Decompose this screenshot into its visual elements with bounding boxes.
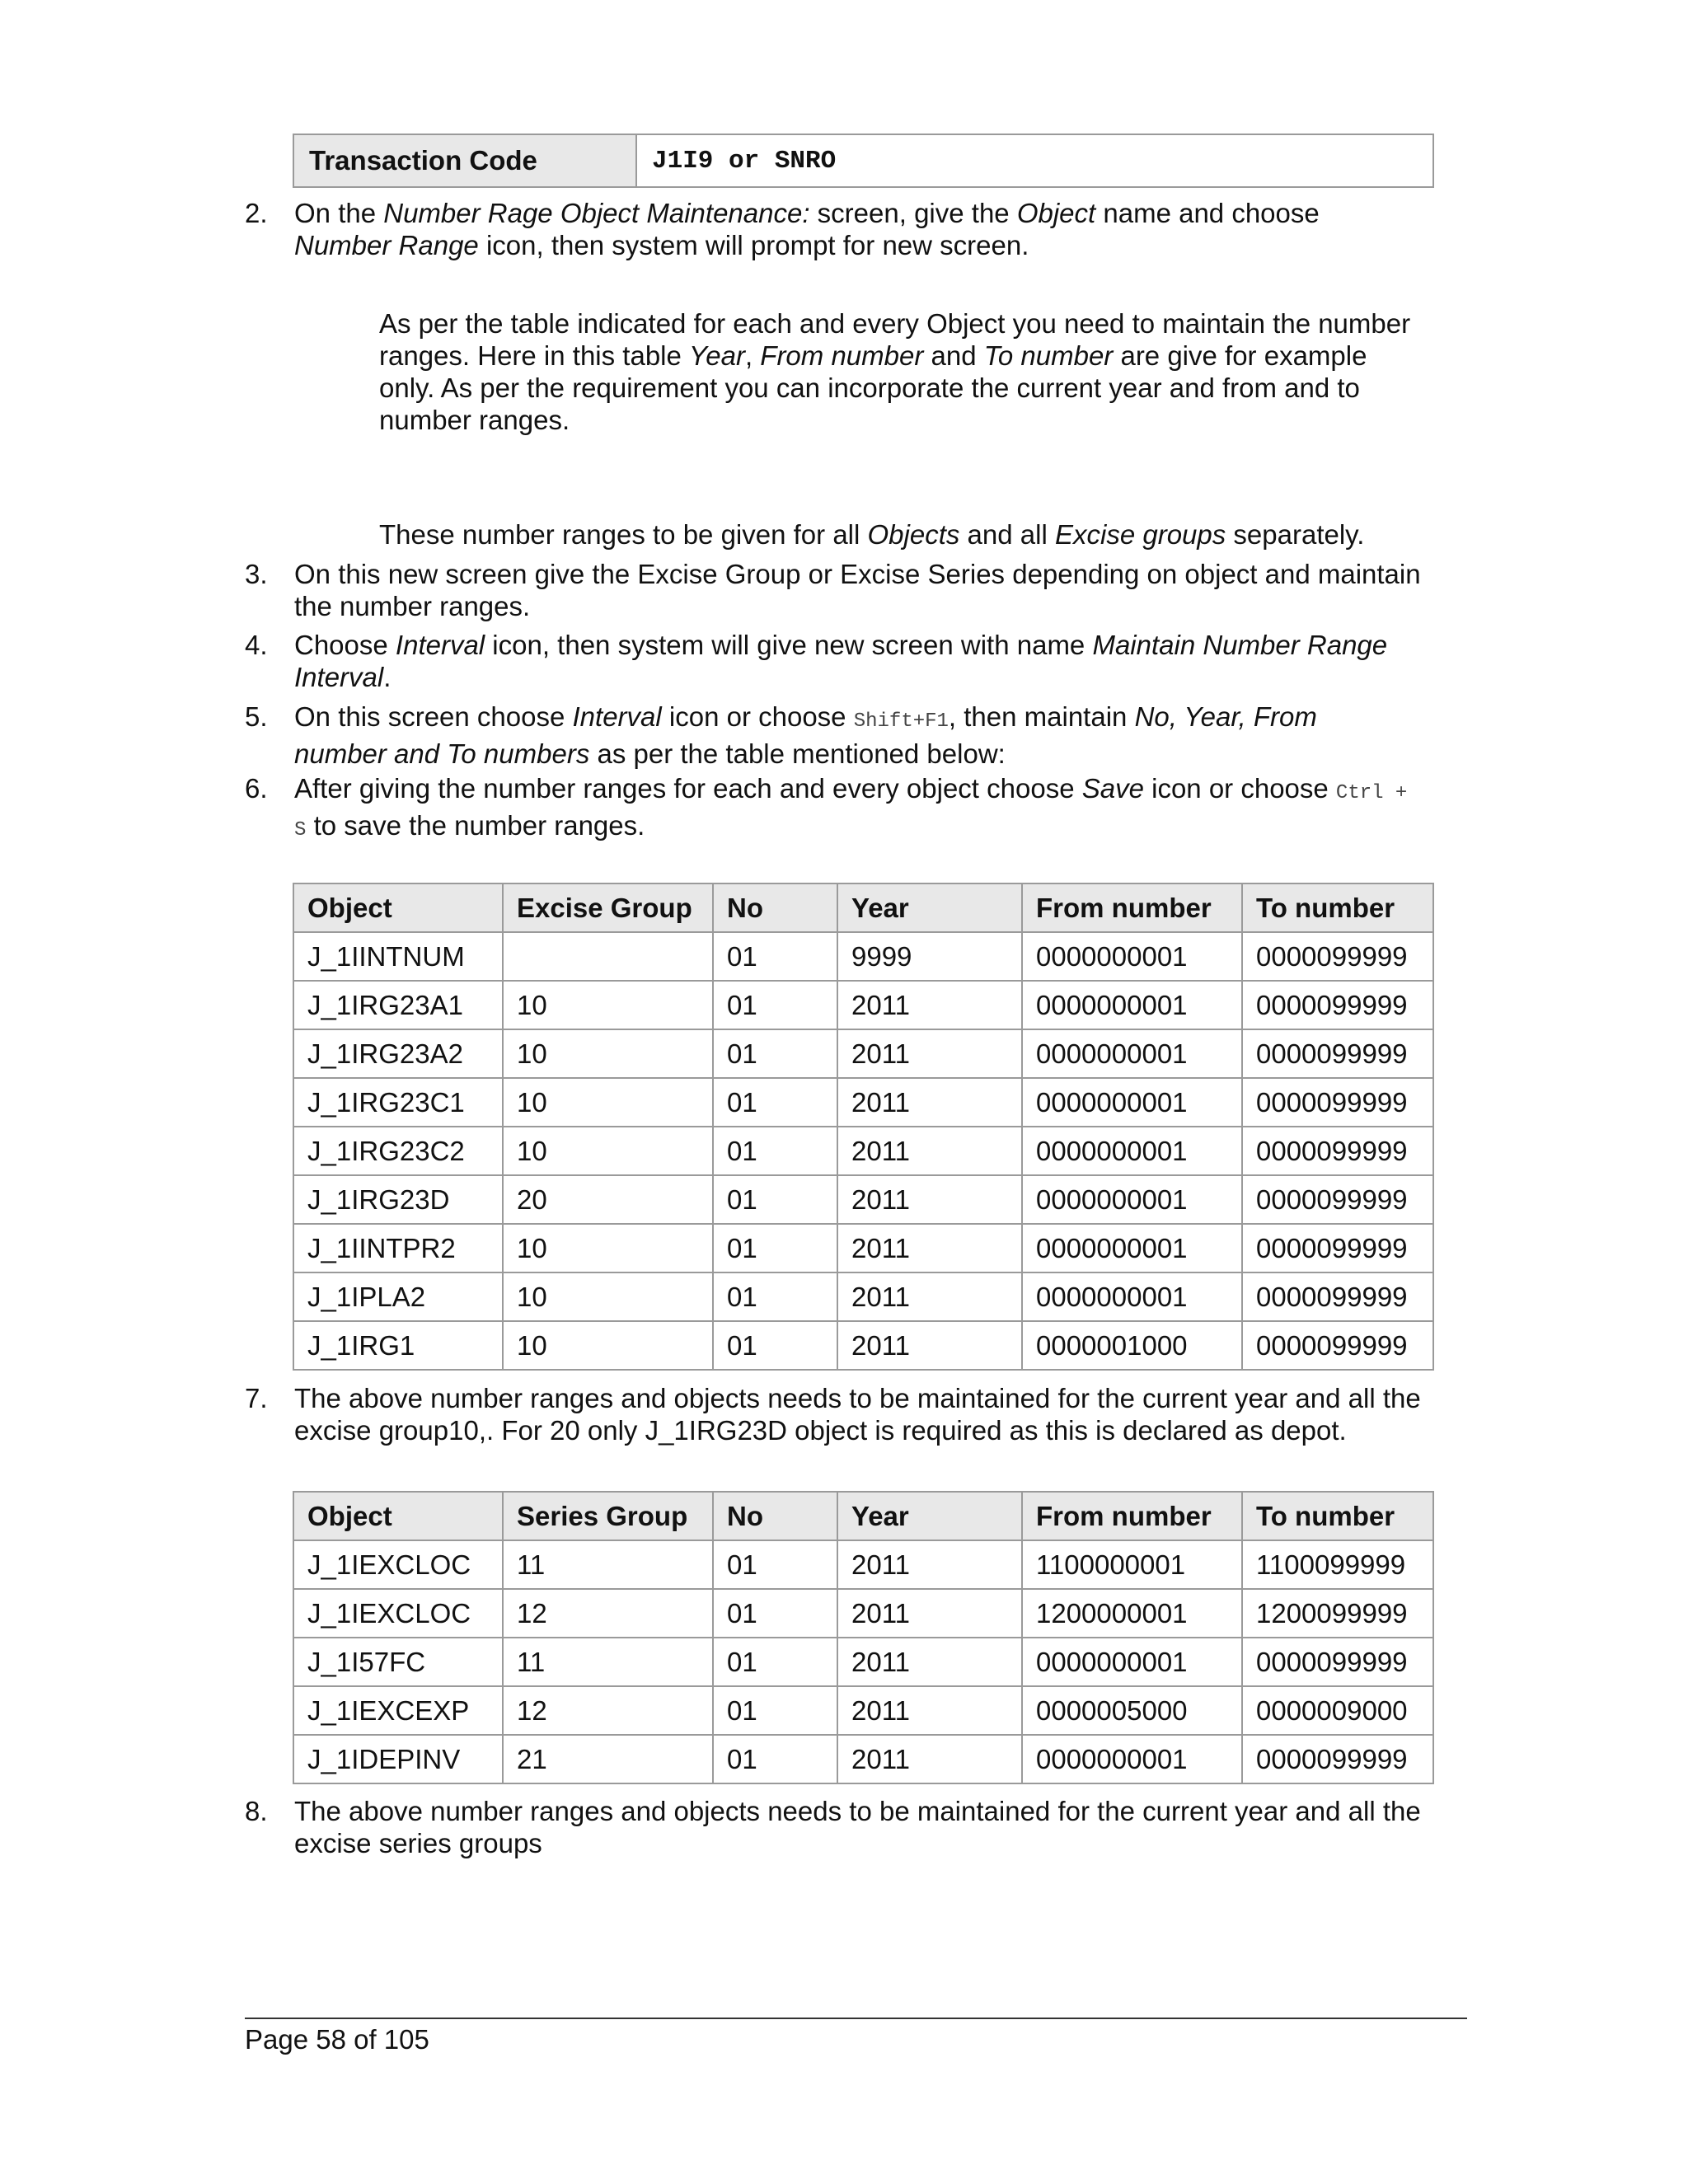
- table-cell: 01: [713, 1272, 837, 1321]
- table-cell: J_1IRG23C1: [293, 1078, 503, 1127]
- table-cell: 2011: [837, 1540, 1022, 1589]
- table-cell: 2011: [837, 1321, 1022, 1370]
- table-cell: J_1IINTNUM: [293, 932, 503, 981]
- table-cell: 10: [503, 1127, 713, 1175]
- table-cell: 2011: [837, 1638, 1022, 1686]
- table-cell: 0000009000: [1242, 1686, 1433, 1735]
- table-cell: J_1IRG23A1: [293, 981, 503, 1029]
- table-cell: 0000099999: [1242, 1735, 1433, 1783]
- table-cell: 0000099999: [1242, 1078, 1433, 1127]
- transaction-code-row: [293, 134, 1433, 187]
- table-cell: 10: [503, 1272, 713, 1321]
- table-cell: 01: [713, 1638, 837, 1686]
- column-header: No: [713, 883, 837, 932]
- table-cell: 0000000001: [1022, 981, 1242, 1029]
- table-cell: 0000099999: [1242, 1175, 1433, 1224]
- table-cell: J_1IRG23C2: [293, 1127, 503, 1175]
- table-cell: 2011: [837, 1175, 1022, 1224]
- table-cell: 2011: [837, 1078, 1022, 1127]
- table-cell: 01: [713, 1029, 837, 1078]
- table-cell: J_1IPLA2: [293, 1272, 503, 1321]
- table-cell: 1100000001: [1022, 1540, 1242, 1589]
- table-cell: 01: [713, 1321, 837, 1370]
- table-cell: 10: [503, 1078, 713, 1127]
- table-row: [293, 1638, 1433, 1686]
- table-cell: 01: [713, 1686, 837, 1735]
- table-cell: 0000000001: [1022, 1638, 1242, 1686]
- table-row: [293, 932, 1433, 981]
- column-header: To number: [1242, 883, 1433, 932]
- table-row: [293, 1589, 1433, 1638]
- column-header: From number: [1022, 1492, 1242, 1540]
- table-row: [293, 981, 1433, 1029]
- table-cell: J_1IRG23D: [293, 1175, 503, 1224]
- table-cell: 01: [713, 1540, 837, 1589]
- table-cell: 01: [713, 1127, 837, 1175]
- table-header-row: [293, 883, 1433, 932]
- table-cell: J_1I57FC: [293, 1638, 503, 1686]
- table-cell: 2011: [837, 1127, 1022, 1175]
- table-cell: J_1IINTPR2: [293, 1224, 503, 1272]
- table-cell: 10: [503, 1224, 713, 1272]
- transaction-code-table: [293, 134, 1434, 188]
- table-cell: 2011: [837, 1589, 1022, 1638]
- table-cell: 2011: [837, 981, 1022, 1029]
- step-3-number: 3.: [245, 559, 268, 589]
- table-cell: 21: [503, 1735, 713, 1783]
- table-row: [293, 1175, 1433, 1224]
- table-cell: 10: [503, 1029, 713, 1078]
- table-cell: 0000000001: [1022, 1272, 1242, 1321]
- step-8-number: 8.: [245, 1796, 268, 1826]
- table-row: [293, 1321, 1433, 1370]
- table-cell: 1100099999: [1242, 1540, 1433, 1589]
- step-7-number: 7.: [245, 1383, 268, 1413]
- table-cell: J_1IDEPINV: [293, 1735, 503, 1783]
- step-6-number: 6.: [245, 773, 268, 804]
- table-cell: 0000001000: [1022, 1321, 1242, 1370]
- table-cell: 12: [503, 1589, 713, 1638]
- excise-series-number-range-table: [293, 1491, 1434, 1784]
- table-cell: 01: [713, 1078, 837, 1127]
- table-row: [293, 1224, 1433, 1272]
- table-cell: 2011: [837, 1735, 1022, 1783]
- table-cell: 10: [503, 981, 713, 1029]
- table-cell: 0000000001: [1022, 932, 1242, 981]
- table-row: [293, 1540, 1433, 1589]
- table-cell: 10: [503, 1321, 713, 1370]
- table-cell: 01: [713, 1589, 837, 1638]
- table-cell: 0000099999: [1242, 932, 1433, 981]
- footer-divider: [245, 2018, 1467, 2019]
- table-cell: 0000099999: [1242, 1272, 1433, 1321]
- table-cell: 0000000001: [1022, 1735, 1242, 1783]
- table-cell: 0000000001: [1022, 1127, 1242, 1175]
- step-4-number: 4.: [245, 630, 268, 660]
- transaction-code-label: Transaction Code: [293, 134, 636, 187]
- table-cell: 11: [503, 1540, 713, 1589]
- table-cell: 9999: [837, 932, 1022, 981]
- table-cell: 0000000001: [1022, 1029, 1242, 1078]
- step-6-text: After giving the number ranges for each and every object choose Save icon or choose Ctrl + S to save the number ranges.: [294, 773, 1408, 841]
- table-row: [293, 1029, 1433, 1078]
- note-separate-ranges: These number ranges to be given for all Objects and all Excise groups separately.: [379, 519, 1365, 550]
- note-number-ranges: As per the table indicated for each and every Object you need to maintain the number ranges. Here in this table Year, From number and To number are give for example only. As per the requirement you can incorporate the current year and from and to number ranges.: [379, 308, 1411, 435]
- table-cell: 2011: [837, 1029, 1022, 1078]
- table-cell: 11: [503, 1638, 713, 1686]
- table-cell: 01: [713, 1175, 837, 1224]
- table-cell: 0000099999: [1242, 981, 1433, 1029]
- table-cell: J_1IRG1: [293, 1321, 503, 1370]
- table-cell: 01: [713, 932, 837, 981]
- table-cell: 20: [503, 1175, 713, 1224]
- column-header: Excise Group: [503, 883, 713, 932]
- table-cell: 0000099999: [1242, 1638, 1433, 1686]
- table-row: [293, 1735, 1433, 1783]
- step-2-number: 2.: [245, 198, 268, 228]
- step-5-text: On this screen choose Interval icon or choose Shift+F1, then maintain No, Year, From number and To numbers as per the table mentioned below:: [294, 701, 1317, 769]
- table-cell: J_1IRG23A2: [293, 1029, 503, 1078]
- column-header: Series Group: [503, 1492, 713, 1540]
- table-cell: 0000099999: [1242, 1029, 1433, 1078]
- table-cell: 0000099999: [1242, 1224, 1433, 1272]
- column-header: Year: [837, 1492, 1022, 1540]
- table-cell: 0000000001: [1022, 1224, 1242, 1272]
- step-2-text: On the Number Rage Object Maintenance: screen, give the Object name and choose Number Range icon, then system will prompt for new screen.: [294, 198, 1320, 260]
- table-cell: 01: [713, 1224, 837, 1272]
- table-cell: 0000099999: [1242, 1321, 1433, 1370]
- column-header: Object: [293, 1492, 503, 1540]
- table-cell: 01: [713, 1735, 837, 1783]
- step-4-text: Choose Interval icon, then system will give new screen with name Maintain Number Range Interval.: [294, 630, 1388, 692]
- table-cell: 0000000001: [1022, 1078, 1242, 1127]
- table-row: [293, 1078, 1433, 1127]
- table-cell: 01: [713, 981, 837, 1029]
- column-header: No: [713, 1492, 837, 1540]
- table-cell: 2011: [837, 1686, 1022, 1735]
- table-cell: 1200099999: [1242, 1589, 1433, 1638]
- step-8-text: The above number ranges and objects needs to be maintained for the current year and all the excise series groups: [294, 1796, 1421, 1858]
- table-cell: J_1IEXCLOC: [293, 1589, 503, 1638]
- table-cell: 0000005000: [1022, 1686, 1242, 1735]
- excise-group-number-range-table: [293, 883, 1434, 1371]
- table-cell: 1200000001: [1022, 1589, 1242, 1638]
- column-header: From number: [1022, 883, 1242, 932]
- table-cell: 12: [503, 1686, 713, 1735]
- step-7-text: The above number ranges and objects needs to be maintained for the current year and all the excise group10,. For 20 only J_1IRG23D object is required as this is declared as depot.: [294, 1383, 1421, 1446]
- column-header: Year: [837, 883, 1022, 932]
- page-number: Page 58 of 105: [245, 2024, 429, 2055]
- table-cell: 2011: [837, 1224, 1022, 1272]
- table-cell: [503, 932, 713, 981]
- step-3-text: On this new screen give the Excise Group or Excise Series depending on object and maintain the number ranges.: [294, 559, 1421, 621]
- table-header-row: [293, 1492, 1433, 1540]
- table-cell: 2011: [837, 1272, 1022, 1321]
- step-5-number: 5.: [245, 701, 268, 732]
- table-row: [293, 1127, 1433, 1175]
- transaction-code-value: J1I9 or SNRO: [636, 134, 1433, 187]
- table-row: [293, 1686, 1433, 1735]
- column-header: Object: [293, 883, 503, 932]
- table-cell: 0000000001: [1022, 1175, 1242, 1224]
- table-cell: J_1IEXCEXP: [293, 1686, 503, 1735]
- table-cell: 0000099999: [1242, 1127, 1433, 1175]
- table-cell: J_1IEXCLOC: [293, 1540, 503, 1589]
- column-header: To number: [1242, 1492, 1433, 1540]
- table-row: [293, 1272, 1433, 1321]
